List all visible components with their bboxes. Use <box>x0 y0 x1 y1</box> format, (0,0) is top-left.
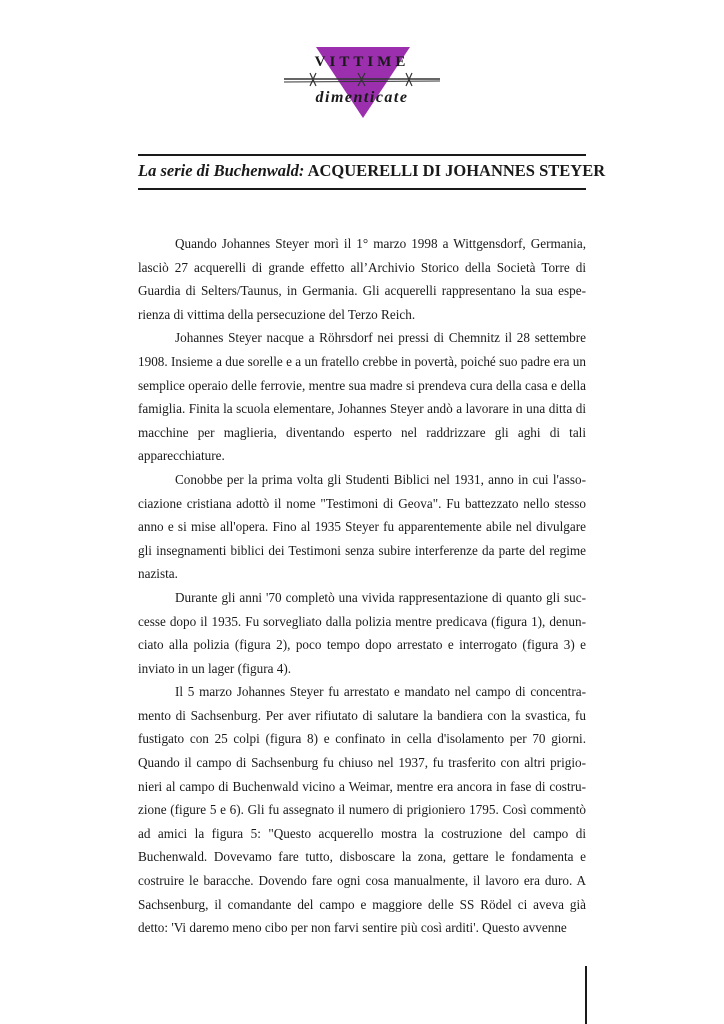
paragraph: Durante gli anni '70 completò una vivida rappresentazione di quanto gli successe dopo il 1935. Fu sorvegliato dalla polizia mentre predicava (figura 1), denunciato alla polizia (figura 2), poco tempo dopo arrestato e interrogato (figura 3) e inviato in un lager (figura 4). <box>138 589 586 676</box>
title-bottom-rule <box>138 188 586 190</box>
page-title-italic: La serie di Buchenwald: <box>138 161 305 180</box>
paragraph: Johannes Steyer nacque a Röhrsdorf nei pressi di Chemnitz il 28 settembre 1908. Insieme a due sorelle e a un fratello crebbe in povertà, poiché suo padre era un semplice operaio delle ferrovie, mentre sua madre si prendeva cura della casa e della famiglia. Finita la scuola elementare, Johannes Steyer andò a lavorare in una ditta di macchine per maglieria, diventando esperto nel raddrizzare gli aghi di tali apparecchiature. <box>138 330 586 464</box>
paragraph: Quando Johannes Steyer morì il 1° marzo 1998 a Wittgensdorf, Germania, lasciò 27 acquerelli di grande effetto all’Archivio Storico della Società Torre di Guardia di Selters/Taunus, in Germania. Gli acquerelli rappresentano la sua esperienza di vittima della persecuzione del Terzo Reich. <box>138 236 586 322</box>
page-title <box>138 161 606 181</box>
paragraph: Conobbe per la prima volta gli Studenti Biblici nel 1931, anno in cui l'associazione cristiana adottò il nome "Testimoni di Geova". Fu battezzato nello stesso anno e si mise all'opera. Fino al 1935 Steyer fu apparentemente abile nel divulgare gli insegnamenti biblici dei Testimoni senza subire interferenze da parte del regime nazista. <box>138 471 586 582</box>
paragraph: Il 5 marzo Johannes Steyer fu arrestato e mandato nel campo di concentramento di Sachsenburg. Per aver rifiutato di salutare la bandiera con la svastica, fu fustigato con 25 colpi (figura 8) e confinato in cella d'isolamento per 70 giorni. Quando il campo di Sachsenburg fu chiuso nel 1937, fu trasferito con altri prigionieri al campo di Buchenwald vicino a Weimar, mentre era ancora in fase di costruzione (figure 5 e 6). Gli fu assegnato il numero di prigioniero 1795. Così commentò ad amici la figura 5: "Questo acquerello mostra la costruzione del campo di Buchenwald. Dovevamo fare tutto, disboscare la zona, gettare le fondamenta e costruire le baracche. Dovendo fare ogni cosa manualmente, il lavoro era duro. A Sachsenburg, il comandante del campo e maggiore delle SS Rödel ci aveva già detto: 'Vi daremo meno cibo per non farvi sentire più così arditi'. Questo avvenne <box>138 684 586 936</box>
margin-rule <box>585 966 587 1024</box>
vittime-dimenticate-logo <box>282 46 442 120</box>
article-body <box>138 232 586 940</box>
title-top-rule <box>138 154 586 156</box>
page-title-main: ACQUERELLI DI JOHANNES STEYER <box>304 161 606 180</box>
logo-bottom-word: dimenticate <box>315 89 409 106</box>
logo-top-word: VITTIME <box>314 54 410 70</box>
